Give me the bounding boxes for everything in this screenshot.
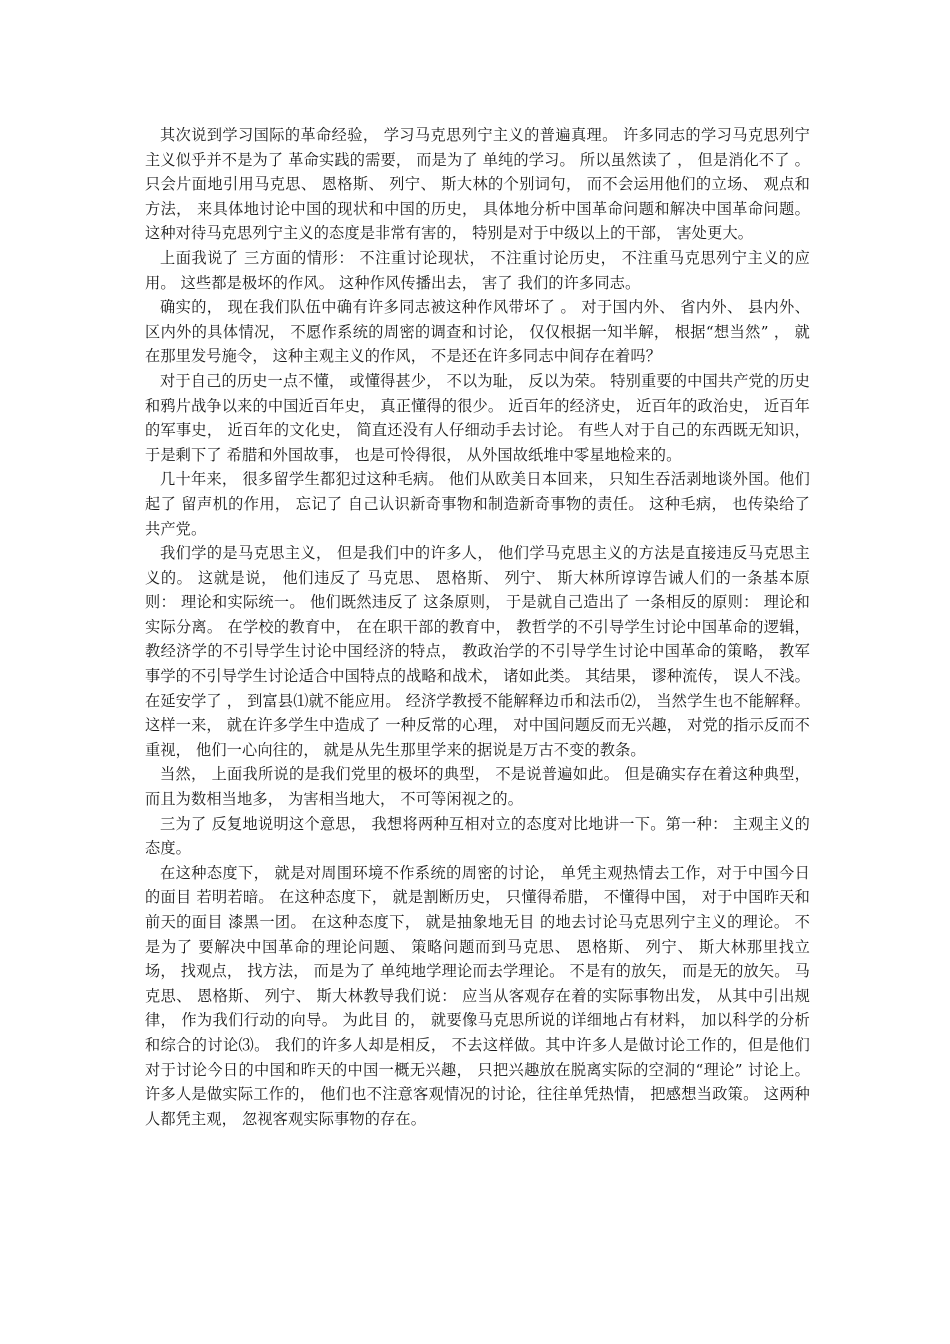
paragraph-8: 三为了 反复地说明这个意思， 我想将两种互相对立的态度对比地讲一下。第一种： 主观主义的态度。	[145, 814, 810, 858]
paragraph-2: 上面我说了 三方面的情形： 不注重讨论现状， 不注重讨论历史， 不注重马克思列宁主义的应用。 这些都是极坏的作风。 这种作风传播出去， 害了 我们的许多同志。	[145, 248, 810, 292]
paragraph-1: 其次说到学习国际的革命经验， 学习马克思列宁主义的普遍真理。 许多同志的学习马克思列宁主义似乎并不是为了 革命实践的需要， 而是为了 单纯的学习。 所以虽然读了 ， 但是消化不了 。 只会片面地引用马克思、 恩格斯、 列宁、 斯大林的个别词句， 而不会运用他们的立场、 观点和方法， 来具体地讨论中国的现状和中国的历史， 具体地分析中国革命问题和解决中国革命问题。 这种对待马克思列宁主义的态度是非常有害的， 特别是对于中级以上的干部， 害处更大。	[145, 126, 810, 243]
document-body	[145, 123, 810, 1131]
paragraph-7: 当然， 上面我所说的是我们党里的极坏的典型， 不是说普遍如此。 但是确实存在着这种典型， 而且为数相当地多， 为害相当地大， 不可等闲视之的。	[145, 765, 810, 809]
paragraph-6: 我们学的是马克思主义， 但是我们中的许多人， 他们学马克思主义的方法是直接违反马克思主义的。 这就是说， 他们违反了 马克思、 恩格斯、 列宁、 斯大林所谆谆告诫人们的一条基本原则： 理论和实际统一。 他们既然违反了 这条原则， 于是就自己造出了 一条相反的原则： 理论和实际分离。 在学校的教育中， 在在职干部的教育中， 教哲学的不引导学生讨论中国革命的逻辑， 教经济学的不引导学生讨论中国经济的特点， 教政治学的不引导学生讨论中国革命的策略， 教军事学的不引导学生讨论适合中国特点的战略和战术， 诸如此类。 其结果， 谬种流传， 误人不浅。 在延安学了 ， 到富县⑴就不能应用。 经济学教授不能解释边币和法币⑵， 当然学生也不能解释。 这样一来， 就在许多学生中造成了 一种反常的心理， 对中国问题反而无兴趣， 对党的指示反而不重视， 他们一心向往的， 就是从先生那里学来的据说是万古不变的教条。	[145, 544, 810, 759]
paragraph-5: 几十年来， 很多留学生都犯过这种毛病。 他们从欧美日本回来， 只知生吞活剥地谈外国。他们起了 留声机的作用， 忘记了 自己认识新奇事物和制造新奇事物的责任。 这种毛病， 也传染给了 共产党。	[145, 470, 810, 538]
paragraph-9: 在这种态度下， 就是对周围环境不作系统的周密的讨论， 单凭主观热情去工作，对于中国今日的面目 若明若暗。 在这种态度下， 就是割断历史， 只懂得希腊， 不懂得中国， 对于中国昨天和前天的面目 漆黑一团。 在这种态度下， 就是抽象地无目 的地去讨论马克思列宁主义的理论。 不是为了 要解决中国革命的理论问题、 策略问题而到马克思、 恩格斯、 列宁、 斯大林那里找立场， 找观点， 找方法， 而是为了 单纯地学理论而去学理论。 不是有的放矢， 而是无的放矢。 马克思、 恩格斯、 列宁、 斯大林教导我们说： 应当从客观存在着的实际事物出发， 从其中引出规律， 作为我们行动的向导。 为此目 的， 就要像马克思所说的详细地占有材料， 加以科学的分析和综合的讨论⑶。 我们的许多人却是相反， 不去这样做。其中许多人是做讨论工作的，但是他们对于讨论今日的中国和昨天的中国一概无兴趣， 只把兴趣放在脱离实际的空洞的“理论” 讨论上。 许多人是做实际工作的， 他们也不注意客观情况的讨论，往往单凭热情， 把感想当政策。 这两种人都凭主观， 忽视客观实际事物的存在。	[145, 863, 810, 1128]
paragraph-4: 对于自己的历史一点不懂， 或懂得甚少， 不以为耻， 反以为荣。 特别重要的中国共产党的历史和鸦片战争以来的中国近百年史， 真正懂得的很少。 近百年的经济史， 近百年的政治史， 近百年的军事史， 近百年的文化史， 简直还没有人仔细动手去讨论。 有些人对于自己的东西既无知识， 于是剩下了 希腊和外国故事， 也是可怜得很， 从外国故纸堆中零星地检来的。	[145, 371, 810, 464]
paragraph-3: 确实的， 现在我们队伍中确有许多同志被这种作风带坏了 。 对于国内外、 省内外、 县内外、 区内外的具体情况， 不愿作系统的周密的调查和讨论， 仅仅根据一知半解， 根据“想当然” ， 就在那里发号施令， 这种主观主义的作风， 不是还在许多同志中间存在着吗？	[145, 298, 810, 366]
